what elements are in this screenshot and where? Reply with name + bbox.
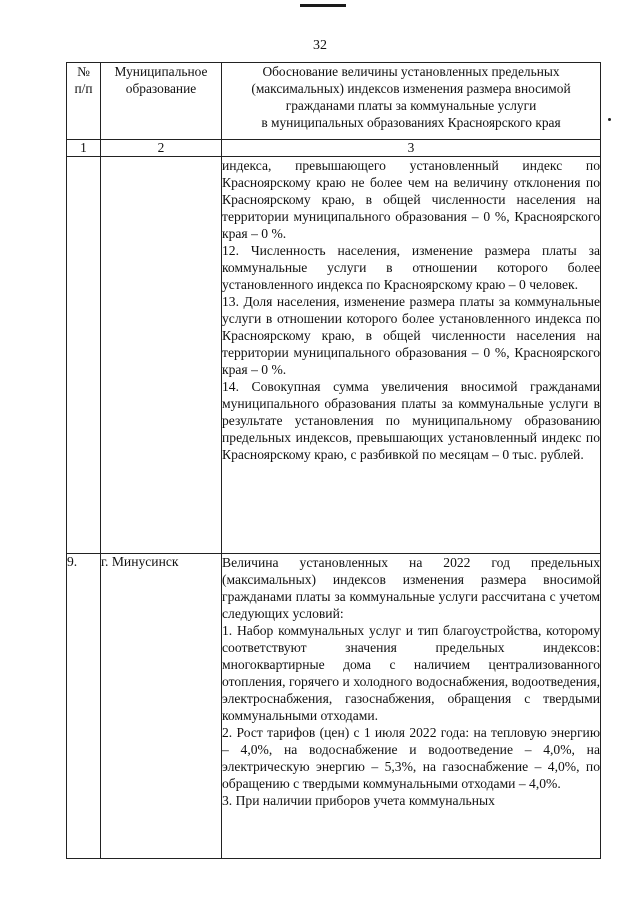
- continuation-row: [67, 157, 601, 554]
- continuation-paragraph: 12. Численность населения, изменение размера платы за коммунальные услуги в отношении которого более установленного индекса по Красноярскому краю – 0 человек.: [222, 243, 600, 292]
- justification-paragraph: Величина установленных на 2022 год предельных (максимальных) индексов изменения размера вносимой гражданами платы за коммунальные услуги рассчитана с учетом следующих условий:: [222, 555, 600, 621]
- header-number-label: № п/п: [74, 64, 93, 96]
- justification-paragraph: 1. Набор коммунальных услуг и тип благоустройства, которому соответствуют значения предельных индексов: многоквартирные дома с наличием централизованного отопления, горячего и холодного водоснабжения, водоотведения, электроснабжения, газоснабжения, обращения с твердыми коммунальными отходами.: [222, 623, 600, 723]
- continuation-text-cell: [222, 157, 601, 554]
- table-row: [67, 554, 601, 859]
- page-number: 32: [313, 38, 327, 53]
- header-number-col: [67, 63, 101, 140]
- page-top-mark: [300, 4, 346, 7]
- rates-justification-table: [66, 62, 601, 859]
- header-municipality-col: [101, 63, 222, 140]
- municipality-name: г. Минусинск: [101, 554, 222, 859]
- continuation-municipality-cell: [101, 157, 222, 554]
- continuation-paragraph: 13. Доля населения, изменение размера платы за коммунальные услуги в отношении которого более установленного индекса по Красноярскому краю, в общей численности населения на территории муниципального образования – 0 %, Красноярского края – 0 %.: [222, 294, 600, 377]
- continuation-paragraph: индекса, превышающего установленный индекс по Красноярскому краю не более чем на величину отклонения по Красноярскому краю, в общей численности населения на территории муниципального образования – 0 %, Красноярского края – 0 %.: [222, 158, 600, 241]
- stray-dot: [608, 118, 611, 121]
- column-number-1: 1: [67, 140, 101, 157]
- row-number: 9.: [67, 554, 101, 859]
- justification-paragraph: 3. При наличии приборов учета коммунальных: [222, 793, 495, 808]
- column-number-2: 2: [101, 140, 222, 157]
- column-numbers-row: [67, 140, 601, 157]
- continuation-paragraph: 14. Совокупная сумма увеличения вносимой гражданами муниципального образования платы за коммунальные услуги в результате установления по муниципальному образованию предельных индексов, превышающих установленный индекс по Красноярскому краю, с разбивкой по месяцам – 0 тыс. рублей.: [222, 379, 600, 462]
- justification-text-cell: [222, 554, 601, 859]
- justification-paragraph: 2. Рост тарифов (цен) с 1 июля 2022 года: на тепловую энергию – 4,0%, на водоснабжение и водоотведение – 4,0%, на электрическую энергию – 5,3%, на газоснабжение – 4,0%, по обращению с твердыми коммунальными отходами – 4,0%.: [222, 725, 600, 791]
- header-row: [67, 63, 601, 140]
- header-municipality-label: Муниципальное образование: [114, 64, 208, 96]
- column-number-3: 3: [222, 140, 601, 157]
- header-justification-col: [222, 63, 601, 140]
- header-justification-label: Обоснование величины установленных предельных (максимальных) индексов изменения размера вносимой гражданами платы за коммунальные услуги в муниципальных образованиях Красноярского края: [251, 64, 571, 130]
- continuation-number-cell: [67, 157, 101, 554]
